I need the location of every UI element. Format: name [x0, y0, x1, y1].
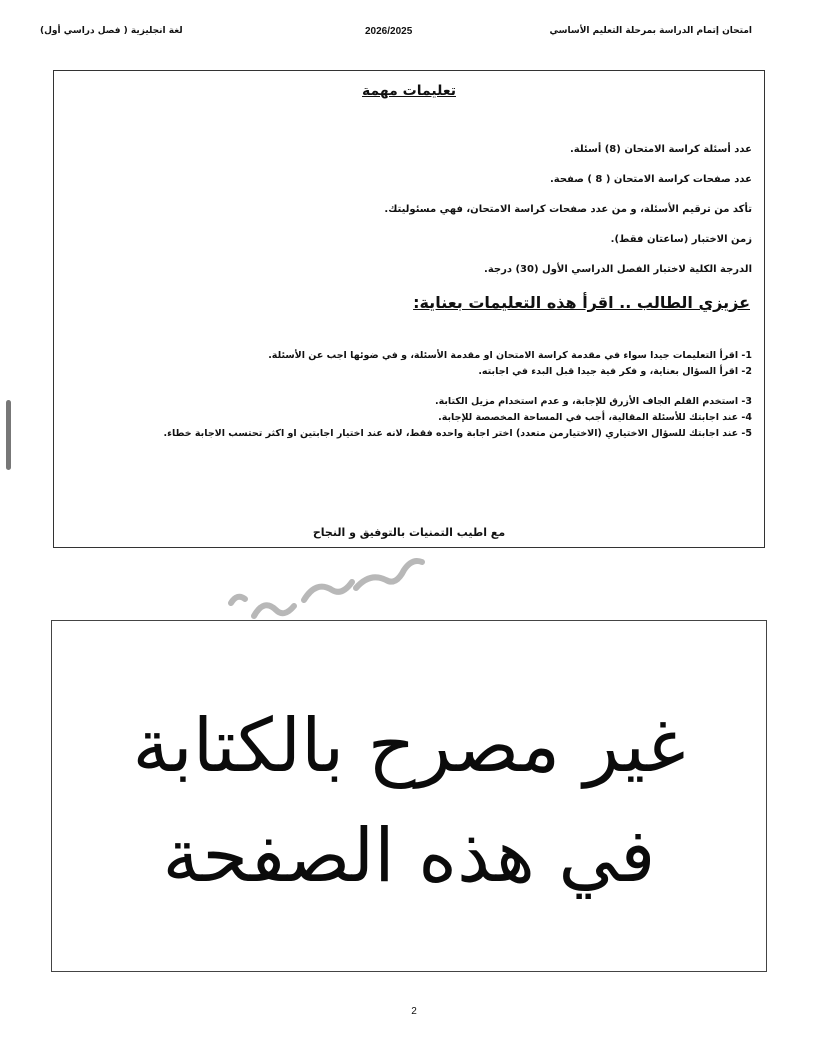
page-header — [40, 26, 752, 42]
no-writing-line-1: غير مصرح بالكتابة — [132, 703, 686, 789]
rule-item: 1- اقرأ التعليمات جيدا سواء في مقدمة كراسة الامتحان او مقدمة الأسئلة، و في ضوئها اجب عن الأسئلة. — [268, 350, 752, 361]
info-line: زمن الاختبار (ساعتان فقط). — [610, 234, 752, 245]
rule-item: 5- عند اجابتك للسؤال الاختياري (الاختيارمن متعدد) اختر اجابة واحده فقط، لانه عند اختيار اجابتين او اكثر تحتسب الاجابة خطاء. — [163, 428, 752, 439]
info-line: عدد صفحات كراسة الامتحان ( 8 ) صفحة. — [549, 174, 752, 185]
student-notice-heading: عزيزي الطالب .. اقرأ هذه التعليمات بعناية: — [413, 293, 750, 312]
watermark-scribble — [226, 548, 456, 628]
instructions-box — [53, 70, 765, 548]
academic-year: 2026/2025 — [365, 26, 413, 37]
closing-wishes: مع اطيب التمنيات بالتوفيق و النجاح — [312, 526, 506, 539]
subject-label: لغة انجليزية ( فصل دراسي أول) — [40, 26, 183, 36]
rule-item: 3- استخدم القلم الجاف الأزرق للإجابة، و عدم استخدام مزيل الكتابة. — [434, 396, 752, 407]
page-number: 2 — [411, 1006, 417, 1017]
rules-list — [163, 349, 752, 443]
rule-item: 2- اقرأ السؤال بعناية، و فكر فية جيدا قبل البدء في اجابته. — [478, 366, 752, 377]
info-line: الدرجة الكلية لاختبار الفصل الدراسي الأول (30) درجة. — [484, 264, 752, 275]
info-line: تأكد من ترقيم الأسئلة، و من عدد صفحات كراسة الامتحان، فهي مسئوليتك. — [384, 204, 752, 215]
rule-item: 4- عند اجابتك للأسئلة المقالية، أجب في المساحة المخصصة للإجابة. — [438, 412, 752, 423]
info-lines — [384, 143, 752, 293]
exam-title: امتحان إتمام الدراسة بمرحلة التعليم الأساسي — [549, 26, 752, 36]
no-writing-notice — [52, 691, 766, 911]
instructions-title: تعليمات مهمة — [362, 83, 456, 99]
no-writing-line-2: في هذه الصفحة — [162, 813, 656, 899]
scroll-indicator[interactable] — [6, 400, 11, 470]
info-line: عدد أسئلة كراسة الامتحان (8) أسئلة. — [569, 144, 752, 155]
no-writing-box — [51, 620, 767, 972]
